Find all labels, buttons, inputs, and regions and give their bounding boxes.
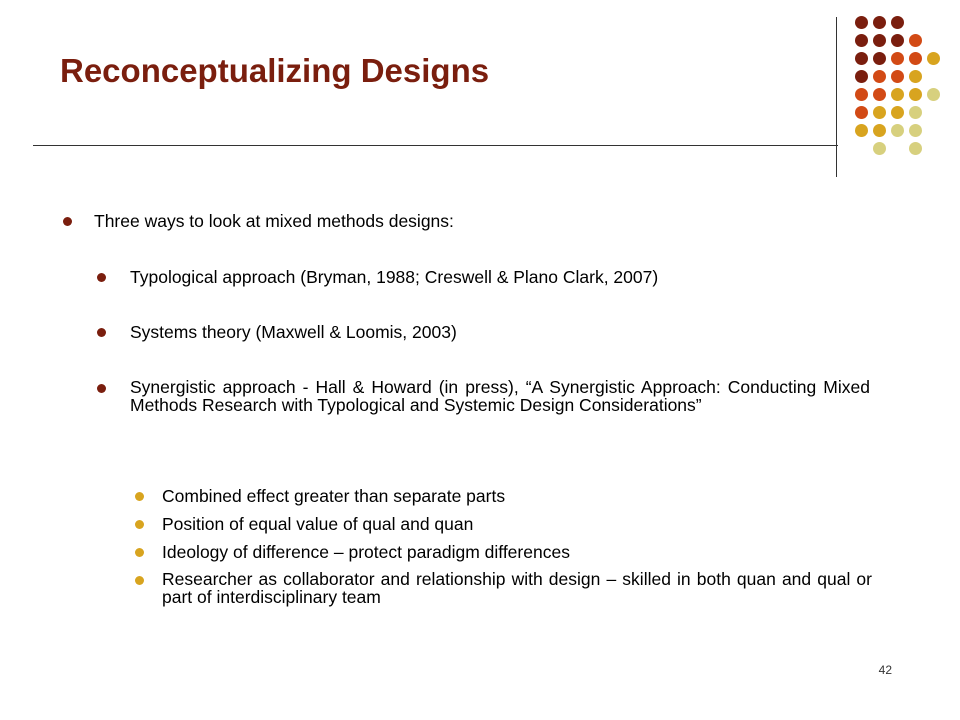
decorative-dot	[909, 34, 922, 47]
decorative-dot	[909, 142, 922, 155]
bullet-dot-icon	[135, 520, 144, 529]
bullet-dot-icon	[135, 492, 144, 501]
decorative-dot	[873, 16, 886, 29]
decorative-dot	[855, 52, 868, 65]
sub-bullet-4-text: Researcher as collaborator and relationship with design – skilled in both quan and qual or part of interdisciplinary team	[162, 569, 872, 607]
decorative-dot	[873, 142, 886, 155]
sub-bullet-2-text: Position of equal value of qual and quan	[162, 514, 474, 534]
decorative-dot	[873, 88, 886, 101]
vertical-accent-line	[836, 17, 837, 177]
decorative-dot	[891, 16, 904, 29]
bullet-systems-text: Systems theory (Maxwell & Loomis, 2003)	[130, 322, 457, 342]
decorative-dot	[855, 34, 868, 47]
decorative-dot	[909, 52, 922, 65]
decorative-dot	[909, 124, 922, 137]
bullet-typological	[130, 267, 870, 287]
bullet-dot-icon	[97, 273, 106, 282]
decorative-dot	[873, 70, 886, 83]
sub-bullet-1-text: Combined effect greater than separate parts	[162, 486, 506, 506]
sub-bullet-1	[162, 486, 872, 506]
decorative-dot	[855, 106, 868, 119]
bullet-dot-icon	[97, 328, 106, 337]
decorative-dot	[909, 70, 922, 83]
sub-bullet-2	[162, 514, 872, 534]
decorative-dot	[855, 88, 868, 101]
bullet-main	[94, 211, 874, 231]
decorative-dot	[873, 34, 886, 47]
decorative-dot	[855, 16, 868, 29]
page-number: 42	[878, 663, 892, 677]
slide-title: Reconceptualizing Designs	[60, 52, 490, 89]
decorative-dot	[873, 106, 886, 119]
bullet-dot-icon	[135, 548, 144, 557]
bullet-main-text: Three ways to look at mixed methods designs:	[94, 211, 454, 231]
bullet-dot-icon	[63, 217, 72, 226]
decorative-dot	[891, 52, 904, 65]
sub-bullet-3-text: Ideology of difference – protect paradigm differences	[162, 542, 570, 562]
decorative-dot	[927, 88, 940, 101]
decorative-dot	[873, 124, 886, 137]
decorative-dot	[927, 52, 940, 65]
sub-bullet-3	[162, 542, 872, 562]
decorative-dot	[909, 106, 922, 119]
decorative-dot	[891, 34, 904, 47]
decorative-dot	[855, 70, 868, 83]
decorative-dot	[891, 88, 904, 101]
decorative-dot	[891, 106, 904, 119]
decorative-dot	[873, 52, 886, 65]
decorative-dot	[891, 70, 904, 83]
sub-bullet-4	[162, 570, 872, 606]
bullet-synergistic-text: Synergistic approach - Hall & Howard (in press), “A Synergistic Approach: Conducting Mixed Methods Research with Typological and Systemic Design Considerations”	[130, 377, 870, 415]
bullet-dot-icon	[97, 384, 106, 393]
title-divider-line	[33, 145, 838, 146]
bullet-typological-text: Typological approach (Bryman, 1988; Creswell & Plano Clark, 2007)	[130, 267, 659, 287]
decorative-dot	[891, 124, 904, 137]
decorative-dot	[909, 88, 922, 101]
bullet-systems	[130, 322, 870, 342]
bullet-dot-icon	[135, 576, 144, 585]
decorative-dot	[855, 124, 868, 137]
bullet-synergistic	[130, 378, 870, 414]
